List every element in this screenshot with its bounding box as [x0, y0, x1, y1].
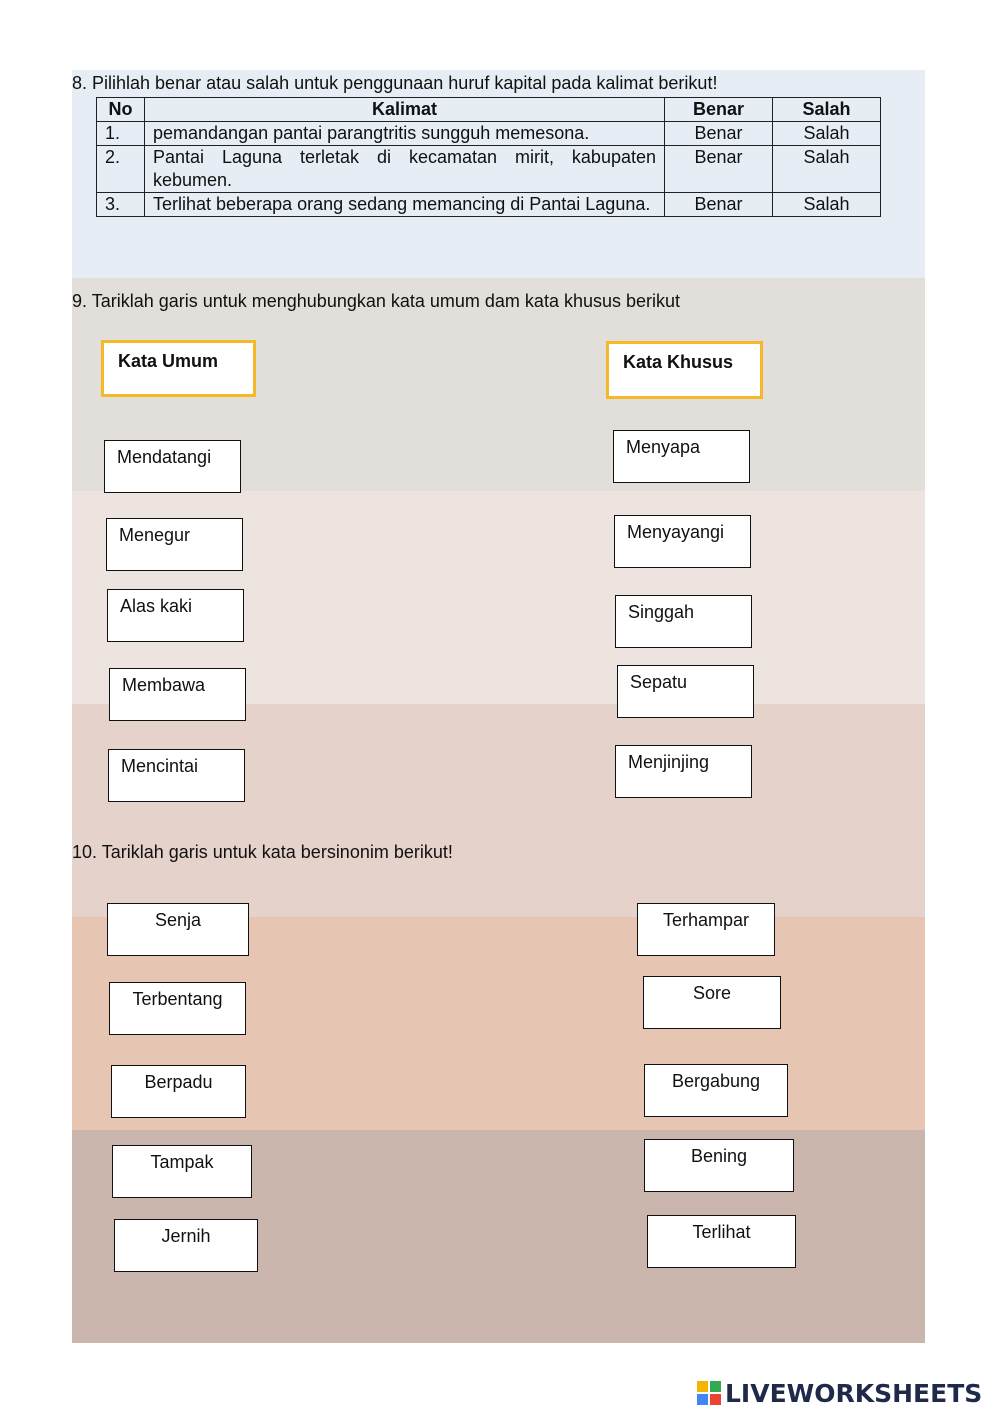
kata-khusus-header: Kata Khusus — [606, 341, 763, 399]
synonym-right-item[interactable]: Bergabung — [644, 1064, 788, 1117]
header-kalimat: Kalimat — [145, 98, 665, 122]
question-10-text: 10. Tariklah garis untuk kata bersinonim berikut! — [72, 842, 453, 862]
question-8-text: 8. Pilihlah benar atau salah untuk penggunaan huruf kapital pada kalimat berikut! — [72, 73, 718, 93]
match-right-item[interactable]: Menjinjing — [615, 745, 752, 798]
table-row — [97, 122, 881, 146]
header-no: No — [97, 98, 145, 122]
match-right-item[interactable]: Menyayangi — [614, 515, 751, 568]
synonym-left-item[interactable]: Terbentang — [109, 982, 246, 1035]
true-false-table — [96, 97, 881, 217]
match-right-item[interactable]: Sepatu — [617, 665, 754, 718]
match-left-item[interactable]: Mendatangi — [104, 440, 241, 493]
row-number: 1. — [97, 122, 145, 146]
liveworksheets-brand — [697, 1378, 982, 1408]
row-sentence: Terlihat beberapa orang sedang memancing di Pantai Laguna. — [145, 193, 665, 217]
header-salah: Salah — [773, 98, 881, 122]
header-benar: Benar — [665, 98, 773, 122]
salah-option[interactable]: Salah — [773, 122, 881, 146]
row-number: 2. — [97, 146, 145, 193]
row-sentence: pemandangan pantai parangtritis sungguh memesona. — [145, 122, 665, 146]
match-left-item[interactable]: Membawa — [109, 668, 246, 721]
benar-option[interactable]: Benar — [665, 146, 773, 193]
row-number: 3. — [97, 193, 145, 217]
synonym-right-item[interactable]: Bening — [644, 1139, 794, 1192]
synonym-left-item[interactable]: Jernih — [114, 1219, 258, 1272]
benar-option[interactable]: Benar — [665, 122, 773, 146]
table-row — [97, 193, 881, 217]
synonym-left-item[interactable]: Senja — [107, 903, 249, 956]
synonym-right-item[interactable]: Terlihat — [647, 1215, 796, 1268]
match-right-item[interactable]: Menyapa — [613, 430, 750, 483]
match-left-item[interactable]: Alas kaki — [107, 589, 244, 642]
synonym-left-item[interactable]: Tampak — [112, 1145, 252, 1198]
salah-option[interactable]: Salah — [773, 146, 881, 193]
match-right-item[interactable]: Singgah — [615, 595, 752, 648]
synonym-right-item[interactable]: Sore — [643, 976, 781, 1029]
liveworksheets-logo-icon — [697, 1381, 721, 1405]
question-9-text: 9. Tariklah garis untuk menghubungkan kata umum dam kata khusus berikut — [72, 291, 681, 311]
brand-text: LIVEWORKSHEETS — [725, 1378, 983, 1408]
salah-option[interactable]: Salah — [773, 193, 881, 217]
benar-option[interactable]: Benar — [665, 193, 773, 217]
synonym-left-item[interactable]: Berpadu — [111, 1065, 246, 1118]
match-left-item[interactable]: Mencintai — [108, 749, 245, 802]
table-header-row — [97, 98, 881, 122]
background-band-4 — [72, 704, 925, 917]
row-sentence: Pantai Laguna terletak di kecamatan mirit, kabupaten kebumen. — [145, 146, 665, 193]
synonym-right-item[interactable]: Terhampar — [637, 903, 775, 956]
table-row — [97, 146, 881, 193]
match-left-item[interactable]: Menegur — [106, 518, 243, 571]
kata-umum-header: Kata Umum — [101, 340, 256, 397]
